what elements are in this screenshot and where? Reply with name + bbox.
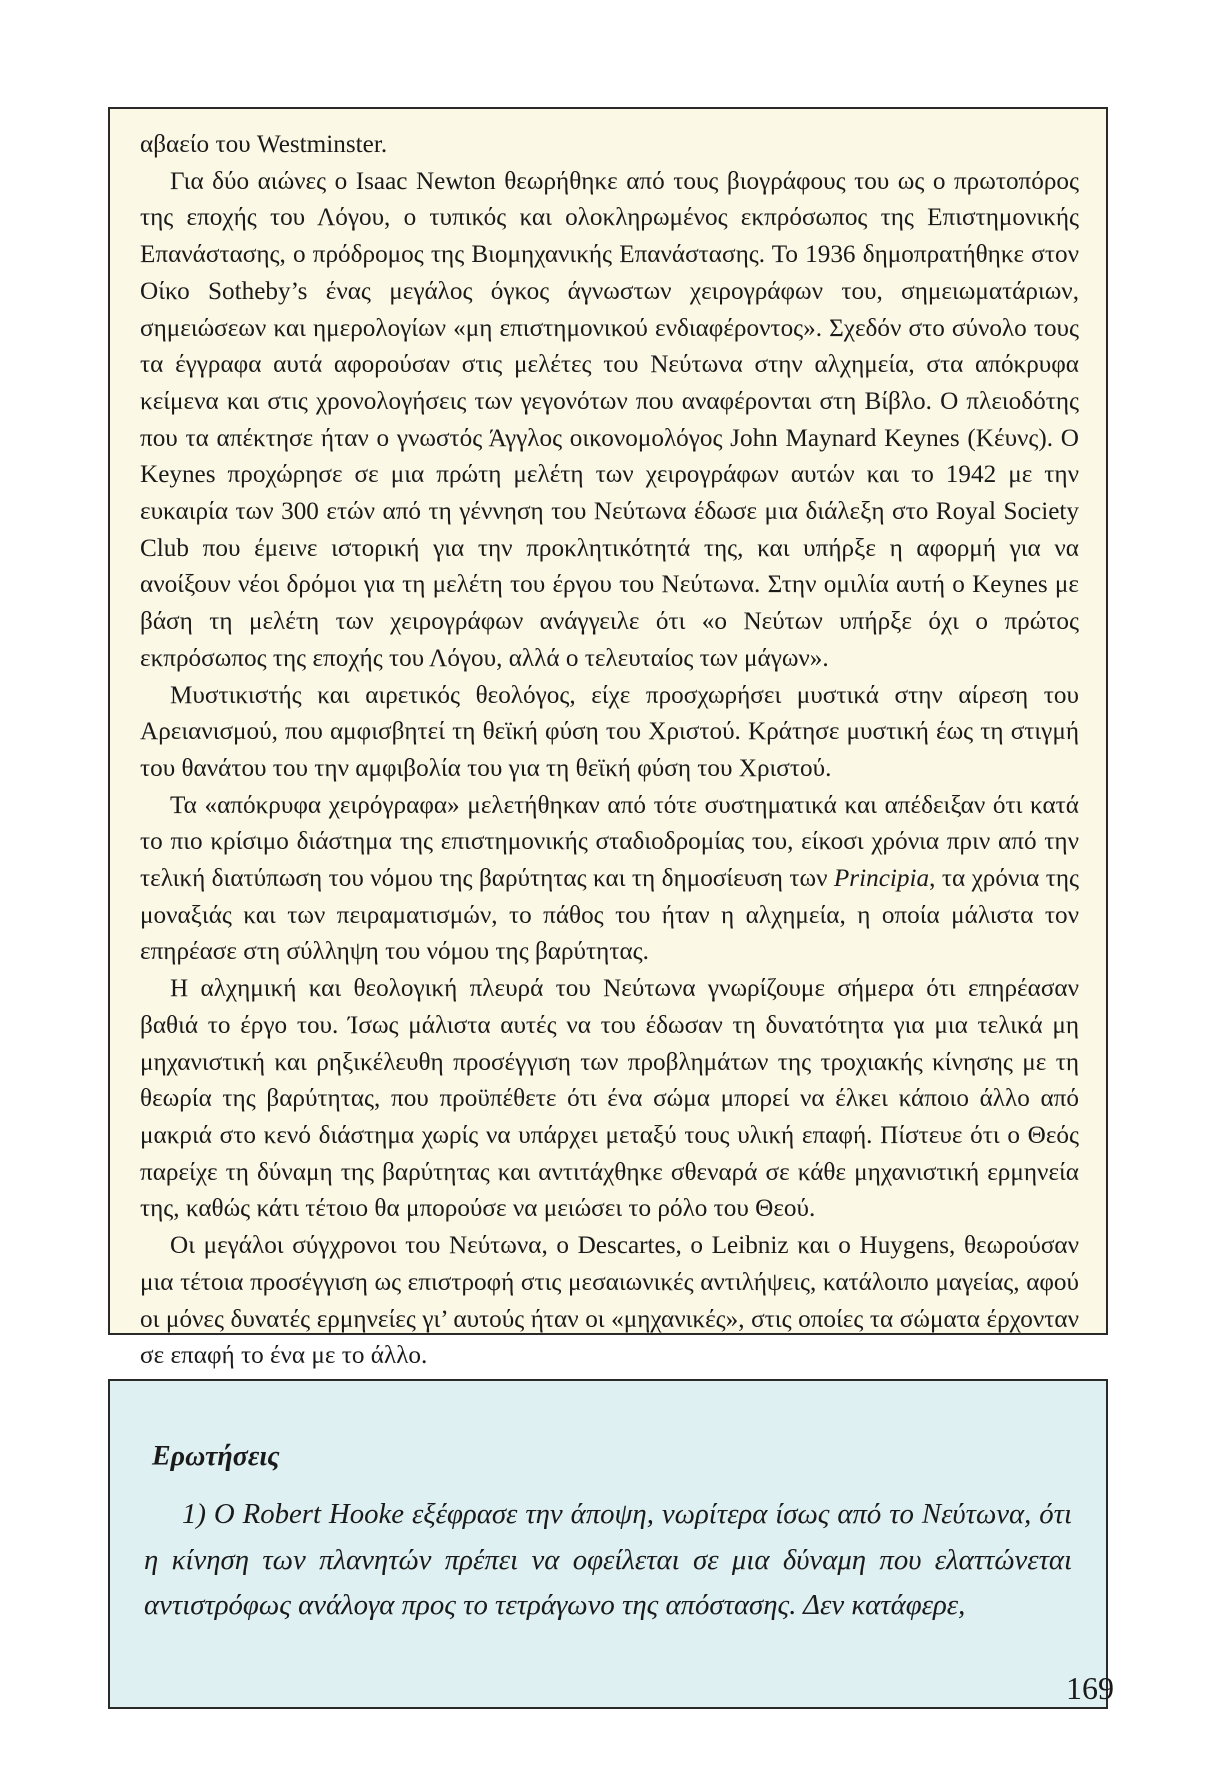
page-number: 169 <box>1066 1670 1114 1706</box>
paragraph-3: Μυστικιστής και αιρετικός θεολόγος, είχε προσχωρήσει μυστικά στην αίρεση του Αρειανισμού, που αμφισβητεί τη θεϊκή φύση του Χριστού. Κράτησε μυστική έως τη στιγμή του θανάτου του την αμφιβολία του για τη θεϊκή φύση του Χριστού. <box>140 681 1079 782</box>
paragraph-5: Η αλχημική και θεολογική πλευρά του Νεύτωνα γνωρίζουμε σήμερα ότι επηρέασαν βαθιά το έργο του. Ίσως μάλιστα αυτές να του έδωσαν τη δυνατότητα για μια τελικά μη μηχανιστική και ρηξικέλευθη προσέγγιση των προβλημάτων της τροχιακής κίνησης με τη θεωρία της βαρύτητας, που προϋπέθετε ότι ένα σώμα μπορεί να έλκει κάποιο άλλο από μακριά στο κενό διάστημα χωρίς να υπάρχει μεταξύ τους υλική επαφή. Πίστευε ότι ο Θεός παρείχε τη δύναμη της βαρύτητας και αντιτάχθηκε σθεναρά σε κάθε μηχανιστική ερμηνεία της, καθώς κάτι τέτοιο θα μπορούσε να μειώσει το ρόλο του Θεού. <box>140 975 1079 1223</box>
question-1: 1) O Robert Hooke εξέφρασε την άποψη, νωρίτερα ίσως από το Νεύτωνα, ότι η κίνηση των πλανητών πρέπει να οφείλεται σε μια δύναμη που ελαττώνεται αντιστρόφως ανάλογα προς το τετράγωνο της απόστασης. Δεν κατάφερε, <box>144 1498 1072 1621</box>
paragraph-6: Οι μεγάλοι σύγχρονοι του Νεύτωνα, ο Descartes, ο Leibniz και ο Huygens, θεωρούσαν μια τέτοια προσέγγιση ως επιστροφή στις μεσαιωνικές αντιλήψεις, κατάλοιπο μαγείας, αφού οι μόνες δυνατές ερμηνείες γι’ αυτούς ήταν οι «μηχανικές», στις οποίες τα σώματα έρχονταν σε επαφή το ένα με το άλλο. <box>140 1232 1079 1370</box>
paragraph-4 <box>140 788 1079 972</box>
questions-heading: Ερωτήσεις <box>152 1441 280 1472</box>
paragraph-4-text-a: Τα «απόκρυφα χειρόγραφα» μελετήθηκαν από τότε συστηματικά και απέδειξαν ότι κατά το πιο κρίσιμο διάστημα της επιστημονικής σταδιοδρομίας του, είκοσι χρόνια πριν από την τελική διατύπωση του νόμου της βαρύτητας και τη δημοσίευση των <box>140 791 1079 893</box>
principia-title: Principia <box>833 865 930 893</box>
paragraph-1: αβαείο του Westminster. <box>140 131 388 158</box>
paragraph-4-text-b: , τα χρόνια της μοναξιάς και των πειραματισμών, το πάθος του ήταν η αλχημεία, η οποία μάλιστα τον επηρέασε στη σύλληψη του νόμου της βαρύτητας. <box>140 865 1079 966</box>
main-text-box <box>108 107 1108 1370</box>
questions-box <box>108 1379 1108 1709</box>
paragraph-2: Για δύο αιώνες ο Isaac Newton θεωρήθηκε από τους βιογράφους του ως ο πρωτοπόρος της εποχής του Λόγου, ο τυπικός και ολοκληρωμένος εκπρόσωπος της Επιστημονικής Επανάστασης, ο πρόδρομος της Βιομηχανικής Επανάστασης. Το 1936 δημοπρατήθηκε στον Οίκο Sotheby’s ένας μεγάλος όγκος άγνωστων χειρογράφων του, σημειωματάριων, σημειώσεων και ημερολογίων «μη επιστημονικού ενδιαφέροντος». Σχεδόν στο σύνολο τους τα έγγραφα αυτά αφορούσαν στις μελέτες του Νεύτωνα στην αλχημεία, στα απόκρυφα κείμενα και στις χρονολογήσεις των γεγονότων που αναφέρονται στη Βίβλο. Ο πλειοδότης που τα απέκτησε ήταν ο γνωστός Άγγλος οικονομολόγος John Maynard Keynes (Κέυνς). Ο Keynes προχώρησε σε μια πρώτη μελέτη των χειρογράφων αυτών και το 1942 με την ευκαιρία των 300 ετών από τη γέννηση του Νεύτωνα έδωσε μια διάλεξη στο Royal Society Club που έμεινε ιστορική για την προκλητικότητά της, και υπήρξε η αφορμή για να ανοίξουν νέοι δρόμοι για τη μελέτη του έργου του Νεύτωνα. Στην ομιλία αυτή ο Keynes με βάση τη μελέτη των χειρογράφων ανάγγειλε ότι «ο Νεύτων υπήρξε όχι ο πρώτος εκπρόσωπος της εποχής του Λόγου, αλλά ο τελευταίος των μάγων». <box>140 167 1079 672</box>
